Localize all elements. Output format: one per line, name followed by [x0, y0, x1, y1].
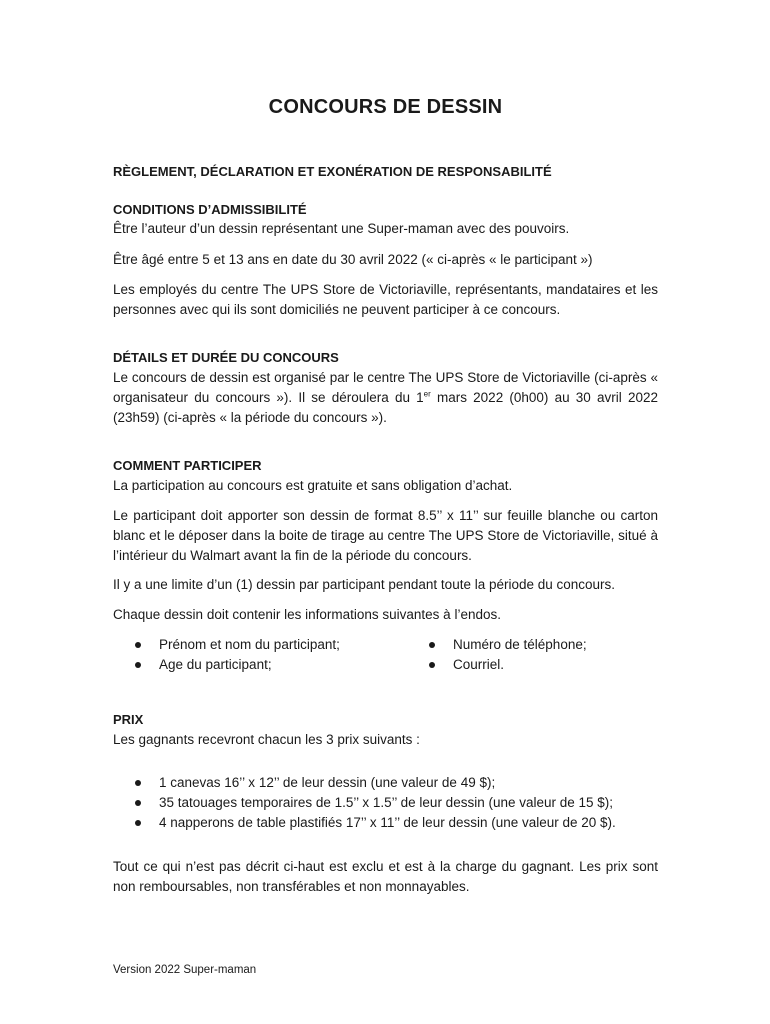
info-list-left — [113, 635, 340, 675]
info-list-right — [407, 635, 587, 675]
details-heading: DÉTAILS ET DURÉE DU CONCOURS — [113, 350, 339, 365]
prize-item-text: 1 canevas 16’’ x 12’’ de leur dessin (une valeur de 49 $); — [159, 775, 496, 790]
prizes-heading: PRIX — [113, 712, 144, 727]
details-text-start: Le concours de dessin est organisé par le centre The UPS Store de Victoriaville (ci-après « organisateur du concours »). Il se déroulera du 1 — [113, 370, 658, 405]
bullet-icon — [135, 800, 141, 806]
participate-paragraph-4: Chaque dessin doit contenir les informations suivantes à l’endos. — [113, 607, 501, 622]
eligibility-paragraph-1: Être l’auteur d’un dessin représentant une Super-maman avec des pouvoirs. — [113, 221, 570, 236]
details-ordinal-suffix: er — [423, 389, 431, 399]
list-item — [407, 655, 587, 675]
list-item-text: Age du participant; — [159, 657, 272, 672]
bullet-icon — [135, 820, 141, 826]
eligibility-heading: CONDITIONS D’ADMISSIBILITÉ — [113, 202, 307, 217]
prizes-intro: Les gagnants recevront chacun les 3 prix suivants : — [113, 732, 420, 747]
prizes-list — [113, 773, 616, 833]
list-item — [407, 635, 587, 655]
prize-item-text: 35 tatouages temporaires de 1.5’’ x 1.5’’ de leur dessin (une valeur de 15 $); — [159, 795, 614, 810]
rules-subtitle: RÈGLEMENT, DÉCLARATION ET EXONÉRATION DE RESPONSABILITÉ — [113, 164, 552, 179]
list-item — [113, 793, 616, 813]
list-item — [113, 813, 616, 833]
list-item — [113, 655, 340, 675]
eligibility-paragraph-3: Les employés du centre The UPS Store de Victoriaville, représentants, mandataires et les personnes avec qui ils sont domiciliés ne peuvent participer à ce concours. — [113, 282, 658, 317]
list-item-text: Prénom et nom du participant; — [159, 637, 340, 652]
details-text-end: mars 2022 (0h00) au 30 avril 2022 (23h59) (ci-après « la période du concours »). — [113, 390, 658, 425]
document-title: CONCOURS DE DESSIN — [268, 96, 503, 118]
list-item — [113, 773, 616, 793]
bullet-icon — [429, 662, 435, 668]
list-item-text: Courriel. — [453, 657, 505, 672]
prize-item-text: 4 napperons de table plastifiés 17’’ x 11’’ de leur dessin (une valeur de 20 $). — [159, 815, 616, 830]
prizes-closing: Tout ce qui n’est pas décrit ci-haut est exclu et est à la charge du gagnant. Les prix sont non remboursables, non transférables et non monnayables. — [113, 859, 658, 894]
participate-paragraph-1: La participation au concours est gratuite et sans obligation d’achat. — [113, 478, 513, 493]
eligibility-paragraph-2: Être âgé entre 5 et 13 ans en date du 30 avril 2022 (« ci-après « le participant ») — [113, 252, 593, 267]
list-item-text: Numéro de téléphone; — [453, 637, 587, 652]
list-item — [113, 635, 340, 655]
document-page — [113, 0, 658, 1024]
bullet-icon — [135, 662, 141, 668]
bullet-icon — [135, 780, 141, 786]
details-paragraph — [113, 368, 658, 428]
document-footer: Version 2022 Super-maman — [113, 964, 257, 976]
participate-paragraph-2: Le participant doit apporter son dessin de format 8.5’’ x 11’’ sur feuille blanche ou carton blanc et le déposer dans la boite de tirage au centre The UPS Store de Victoriaville, situé à l’intérieur du Walmart avant la fin de la période du concours. — [113, 508, 658, 563]
bullet-icon — [429, 642, 435, 648]
participate-heading: COMMENT PARTICIPER — [113, 458, 262, 473]
participate-paragraph-3: Il y a une limite d’un (1) dessin par participant pendant toute la période du concours. — [113, 577, 616, 592]
bullet-icon — [135, 642, 141, 648]
